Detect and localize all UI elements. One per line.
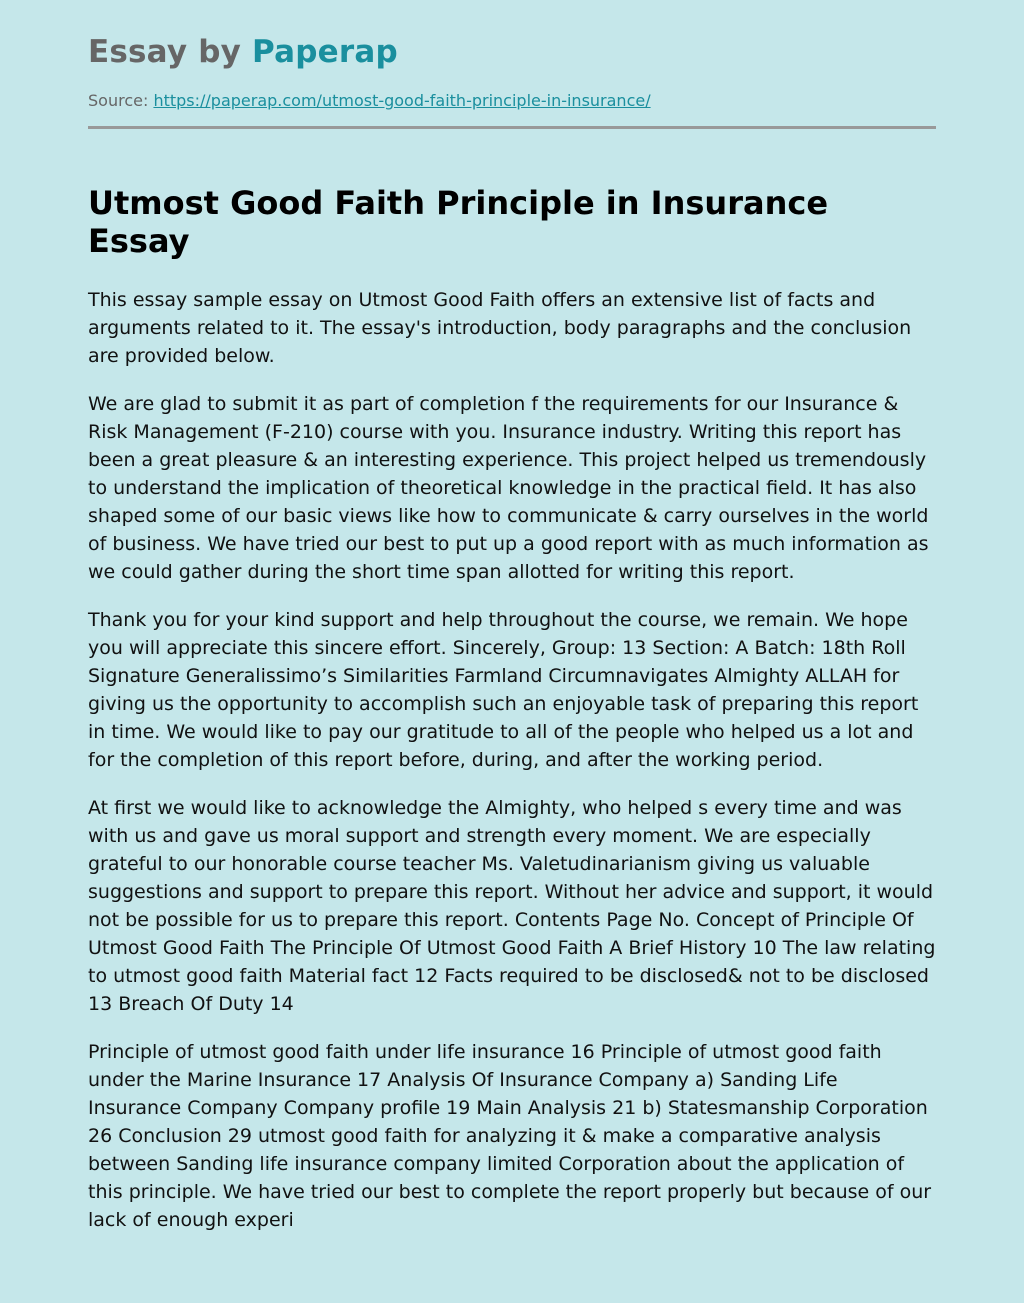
paragraph-5: Principle of utmost good faith under life insurance 16 Principle of utmost good faith under the Marine Insurance 17 Analysis Of Insurance Company a) Sanding Life Insurance Company Company profile 19 Main Analysis 21 b) Statesmanship Corporation 26 Conclusion 29 utmost good faith for analyzing it & make a comparative analysis between Sanding life insurance company limited Corporation about the application of this principle. We have tried our best to complete the report properly but because of our lack of enough experi xyxy=(88,1041,932,1231)
brand-prefix: Essay by xyxy=(88,34,242,70)
source-link[interactable]: https://paperap.com/utmost-good-faith-principle-in-insurance/ xyxy=(153,91,651,110)
header-divider xyxy=(88,126,936,129)
essay-body xyxy=(88,286,936,1234)
essay-title: Utmost Good Faith Principle in Insurance Essay xyxy=(88,184,829,260)
site-brand[interactable] xyxy=(88,34,936,70)
brand-name: Paperap xyxy=(252,34,398,70)
paragraph-2: We are glad to submit it as part of completion f the requirements for our Insurance & Risk Management (F-210) course with you. Insurance industry. Writing this report has been a great pleasure & an interesting experience. This project helped us tremendously to understand the implication of theoretical knowledge in the practical field. It has also shaped some of our basic views like how to communicate & carry ourselves in the world of business. We have tried our best to put up a good report with as much information as we could gather during the short time span allotted for writing this report. xyxy=(88,393,929,583)
source-label: Source: xyxy=(88,91,149,110)
source-line xyxy=(88,90,936,112)
paragraph-3: Thank you for your kind support and help throughout the course, we remain. We hope you will appreciate this sincere effort. Sincerely, Group: 13 Section: A Batch: 18th Roll Signature Generalissimo’s Similarities Farmland Circumnavigates Almighty ALLAH for giving us the opportunity to accomplish such an enjoyable task of preparing this report in time. We would like to pay our gratitude to all of the people who helped us a lot and for the completion of this report before, during, and after the working period. xyxy=(88,609,919,771)
paragraph-4: At first we would like to acknowledge the Almighty, who helped s every time and was with us and gave us moral support and strength every moment. We are especially grateful to our honorable course teacher Ms. Valetudinarianism giving us valuable suggestions and support to prepare this report. Without her advice and support, it would not be possible for us to prepare this report. Contents Page No. Concept of Principle Of Utmost Good Faith The Principle Of Utmost Good Faith A Brief History 10 The law relating to utmost good faith Material fact 12 Facts required to be disclosed& not to be disclosed 13 Breach Of Duty 14 xyxy=(88,797,936,1015)
paragraph-1: This essay sample essay on Utmost Good Faith offers an extensive list of facts and arguments related to it. The essay's introduction, body paragraphs and the conclusion are provided below. xyxy=(88,289,912,367)
